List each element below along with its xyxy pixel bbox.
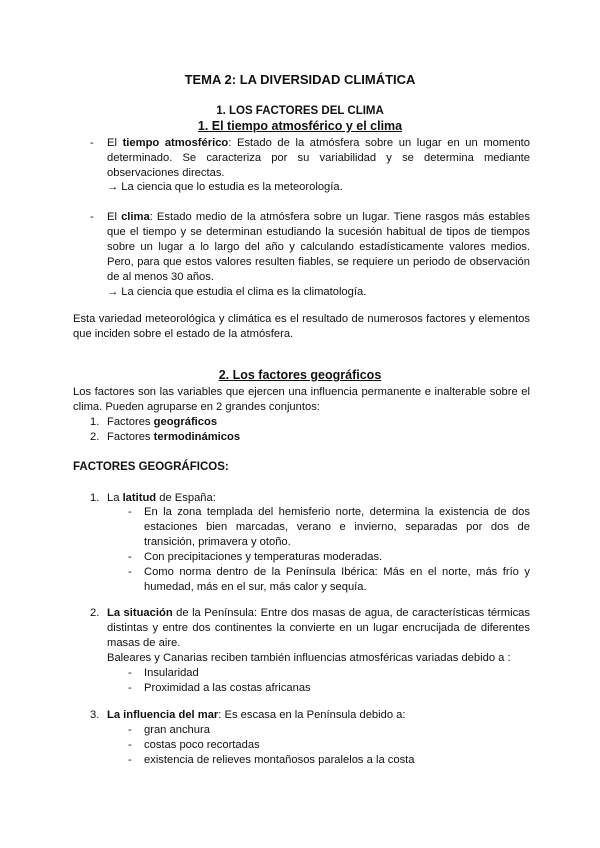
situacion-line1: La situación de la Península: Entre dos masas de agua, de características térmicas (107, 607, 530, 619)
item2-line3: sobre un lugar a lo largo del año y calculando estadísticamente valores medios. (107, 241, 530, 253)
bullet-dash: - (90, 211, 94, 223)
bullet-dash: - (128, 566, 132, 578)
item2-arrow-line: → La ciencia que estudia el clima es la climatología. (107, 286, 367, 298)
summary-line1: Esta variedad meteorológica y climática es el resultado de numerosos factores y elementos (73, 313, 530, 325)
item1-line1: El tiempo atmosférico: Estado de la atmósfera sobre un lugar en un momento (107, 137, 530, 149)
item-number: 3. (90, 709, 100, 721)
item-number: 2. (90, 607, 100, 619)
bullet-dash: - (128, 739, 132, 751)
bullet-dash: - (128, 667, 132, 679)
group-geograficos: Factores geográficos (107, 416, 218, 428)
item2-line1: El clima: Estado medio de la atmósfera sobre un lugar. Tiene rasgos más estables (107, 211, 530, 223)
mar-bullet-costas: costas poco recortadas (144, 739, 260, 751)
section2-intro-line2: clima. Pueden agruparse en 2 grandes conjuntos: (73, 401, 320, 413)
item1-arrow-line: → La ciencia que lo estudia es la meteorología. (107, 181, 343, 193)
term-clima: clima (121, 211, 150, 223)
bullet-dash: - (128, 754, 132, 766)
group-number: 1. (90, 416, 100, 428)
item2-line2: que el tiempo y se determinan estudiando la sucesión habitual de tipos de tiempos (107, 226, 530, 238)
item1-line2: determinado. Se caracteriza por su variabilidad y se determina mediante (107, 152, 530, 164)
situacion-bullet-proximidad: Proximidad a las costas africanas (144, 682, 311, 694)
item1-line3: observaciones directas. (107, 167, 225, 179)
mar-bullet-anchura: gran anchura (144, 724, 210, 736)
latitud-bullet1-line3: transición, primavera y otoño. (144, 536, 291, 548)
bullet-dash: - (128, 724, 132, 736)
latitud-bullet3-line1: Como norma dentro de la Península Ibérica: Más en el norte, más frío y (144, 566, 530, 578)
section2-heading: 2. Los factores geográficos (218, 368, 382, 382)
latitud-bullet3-line2: humedad, más en el sur, más calor y sequía. (144, 581, 367, 593)
latitud-line: La latitud de España: (107, 492, 216, 504)
bullet-dash: - (128, 551, 132, 563)
bullet-dash: - (128, 506, 132, 518)
mar-line: La influencia del mar: Es escasa en la Península debido a: (107, 709, 406, 721)
item2-line4: Pero, para que estos valores resulten fiables, se requiere un periodo de observación (107, 256, 530, 268)
section1-heading: 1. LOS FACTORES DEL CLIMA (216, 105, 384, 117)
bullet-dash: - (128, 682, 132, 694)
latitud-bullet2: Con precipitaciones y temperaturas moderadas. (144, 551, 383, 563)
situacion-line4: Baleares y Canarias reciben también influencias atmosféricas variadas debido a : (107, 652, 511, 664)
latitud-bullet1-line1: En la zona templada del hemisferio norte, determina la existencia de dos (144, 506, 530, 518)
item2-line5: de al menos 30 años. (107, 271, 214, 283)
situacion-line2: distintas y entre dos continentes la convierte en un lugar encrucijada de diferentes (107, 622, 530, 634)
document-title: TEMA 2: LA DIVERSIDAD CLIMÁTICA (184, 72, 416, 87)
section1-subheading: 1. El tiempo atmosférico y el clima (197, 119, 403, 133)
term-situacion: La situación (107, 607, 173, 619)
term-latitud: latitud (122, 492, 157, 504)
situacion-line3: masas de aire. (107, 637, 181, 649)
group-number: 2. (90, 431, 100, 443)
item-number: 1. (90, 492, 100, 504)
summary-line2: que inciden sobre el estado de la atmósfera. (73, 328, 294, 340)
term-influencia-mar: La influencia del mar (107, 709, 219, 721)
bullet-dash: - (90, 137, 94, 149)
group-termodinamicos: Factores termodinámicos (107, 431, 241, 443)
term-tiempo-atmosferico: tiempo atmosférico (122, 137, 229, 149)
situacion-bullet-insularidad: Insularidad (144, 667, 199, 679)
section2-intro-line1: Los factores son las variables que ejercen una influencia permanente e inalterable sobre el (73, 386, 530, 398)
mar-bullet-relieves: existencia de relieves montañosos paralelos a la costa (144, 754, 415, 766)
latitud-bullet1-line2: estaciones bien marcadas, verano e invierno, separadas por dos de (144, 521, 530, 533)
factores-heading: FACTORES GEOGRÁFICOS: (73, 461, 229, 473)
